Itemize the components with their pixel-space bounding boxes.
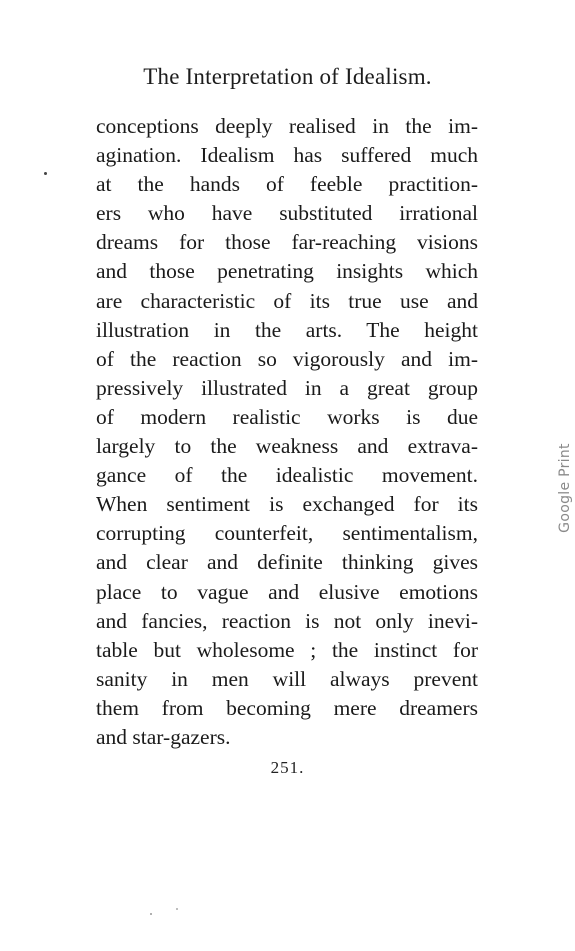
- text-line: When sentiment is exchanged for its: [96, 492, 478, 517]
- text-line: them from becoming mere dreamers: [96, 695, 478, 720]
- text-line: of the reaction so vigorously and im-: [96, 346, 478, 371]
- text-line: at the hands of feeble practition-: [96, 172, 478, 197]
- text-line: and clear and definite thinking gives: [96, 550, 478, 575]
- text-line: largely to the weakness and extrava-: [96, 434, 478, 459]
- text-line-last: and star-gazers.: [96, 724, 231, 749]
- paper-speck: [44, 172, 47, 175]
- watermark-text: Google Print: [557, 442, 573, 533]
- text-line: and those penetrating insights which: [96, 259, 478, 284]
- text-line: conceptions deeply realised in the im-: [96, 114, 478, 138]
- text-line: agination. Idealism has suffered much: [96, 143, 478, 168]
- paper-speck: [176, 908, 178, 910]
- text-line: place to vague and elusive emotions: [96, 579, 478, 604]
- text-line: corrupting counterfeit, sentimentalism,: [96, 521, 478, 546]
- text-line: dreams for those far-reaching visions: [96, 230, 478, 255]
- text-line: ers who have substituted irrational: [96, 201, 478, 226]
- text-line: of modern realistic works is due: [96, 404, 478, 429]
- text-line: gance of the idealistic movement.: [96, 463, 478, 488]
- text-line: sanity in men will always prevent: [96, 666, 478, 691]
- text-line: pressively illustrated in a great group: [96, 375, 478, 400]
- paper-speck: [150, 913, 152, 915]
- google-print-watermark: [554, 425, 575, 550]
- page-number: 251.: [270, 758, 305, 777]
- body-text: [96, 112, 478, 752]
- text-line: are characteristic of its true use and: [96, 288, 478, 313]
- text-line: illustration in the arts. The height: [96, 317, 478, 342]
- text-line: and fancies, reaction is not only inevi-: [96, 608, 478, 633]
- text-line: table but wholesome ; the instinct for: [96, 637, 478, 662]
- running-head: The Interpretation of Idealism.: [143, 64, 432, 89]
